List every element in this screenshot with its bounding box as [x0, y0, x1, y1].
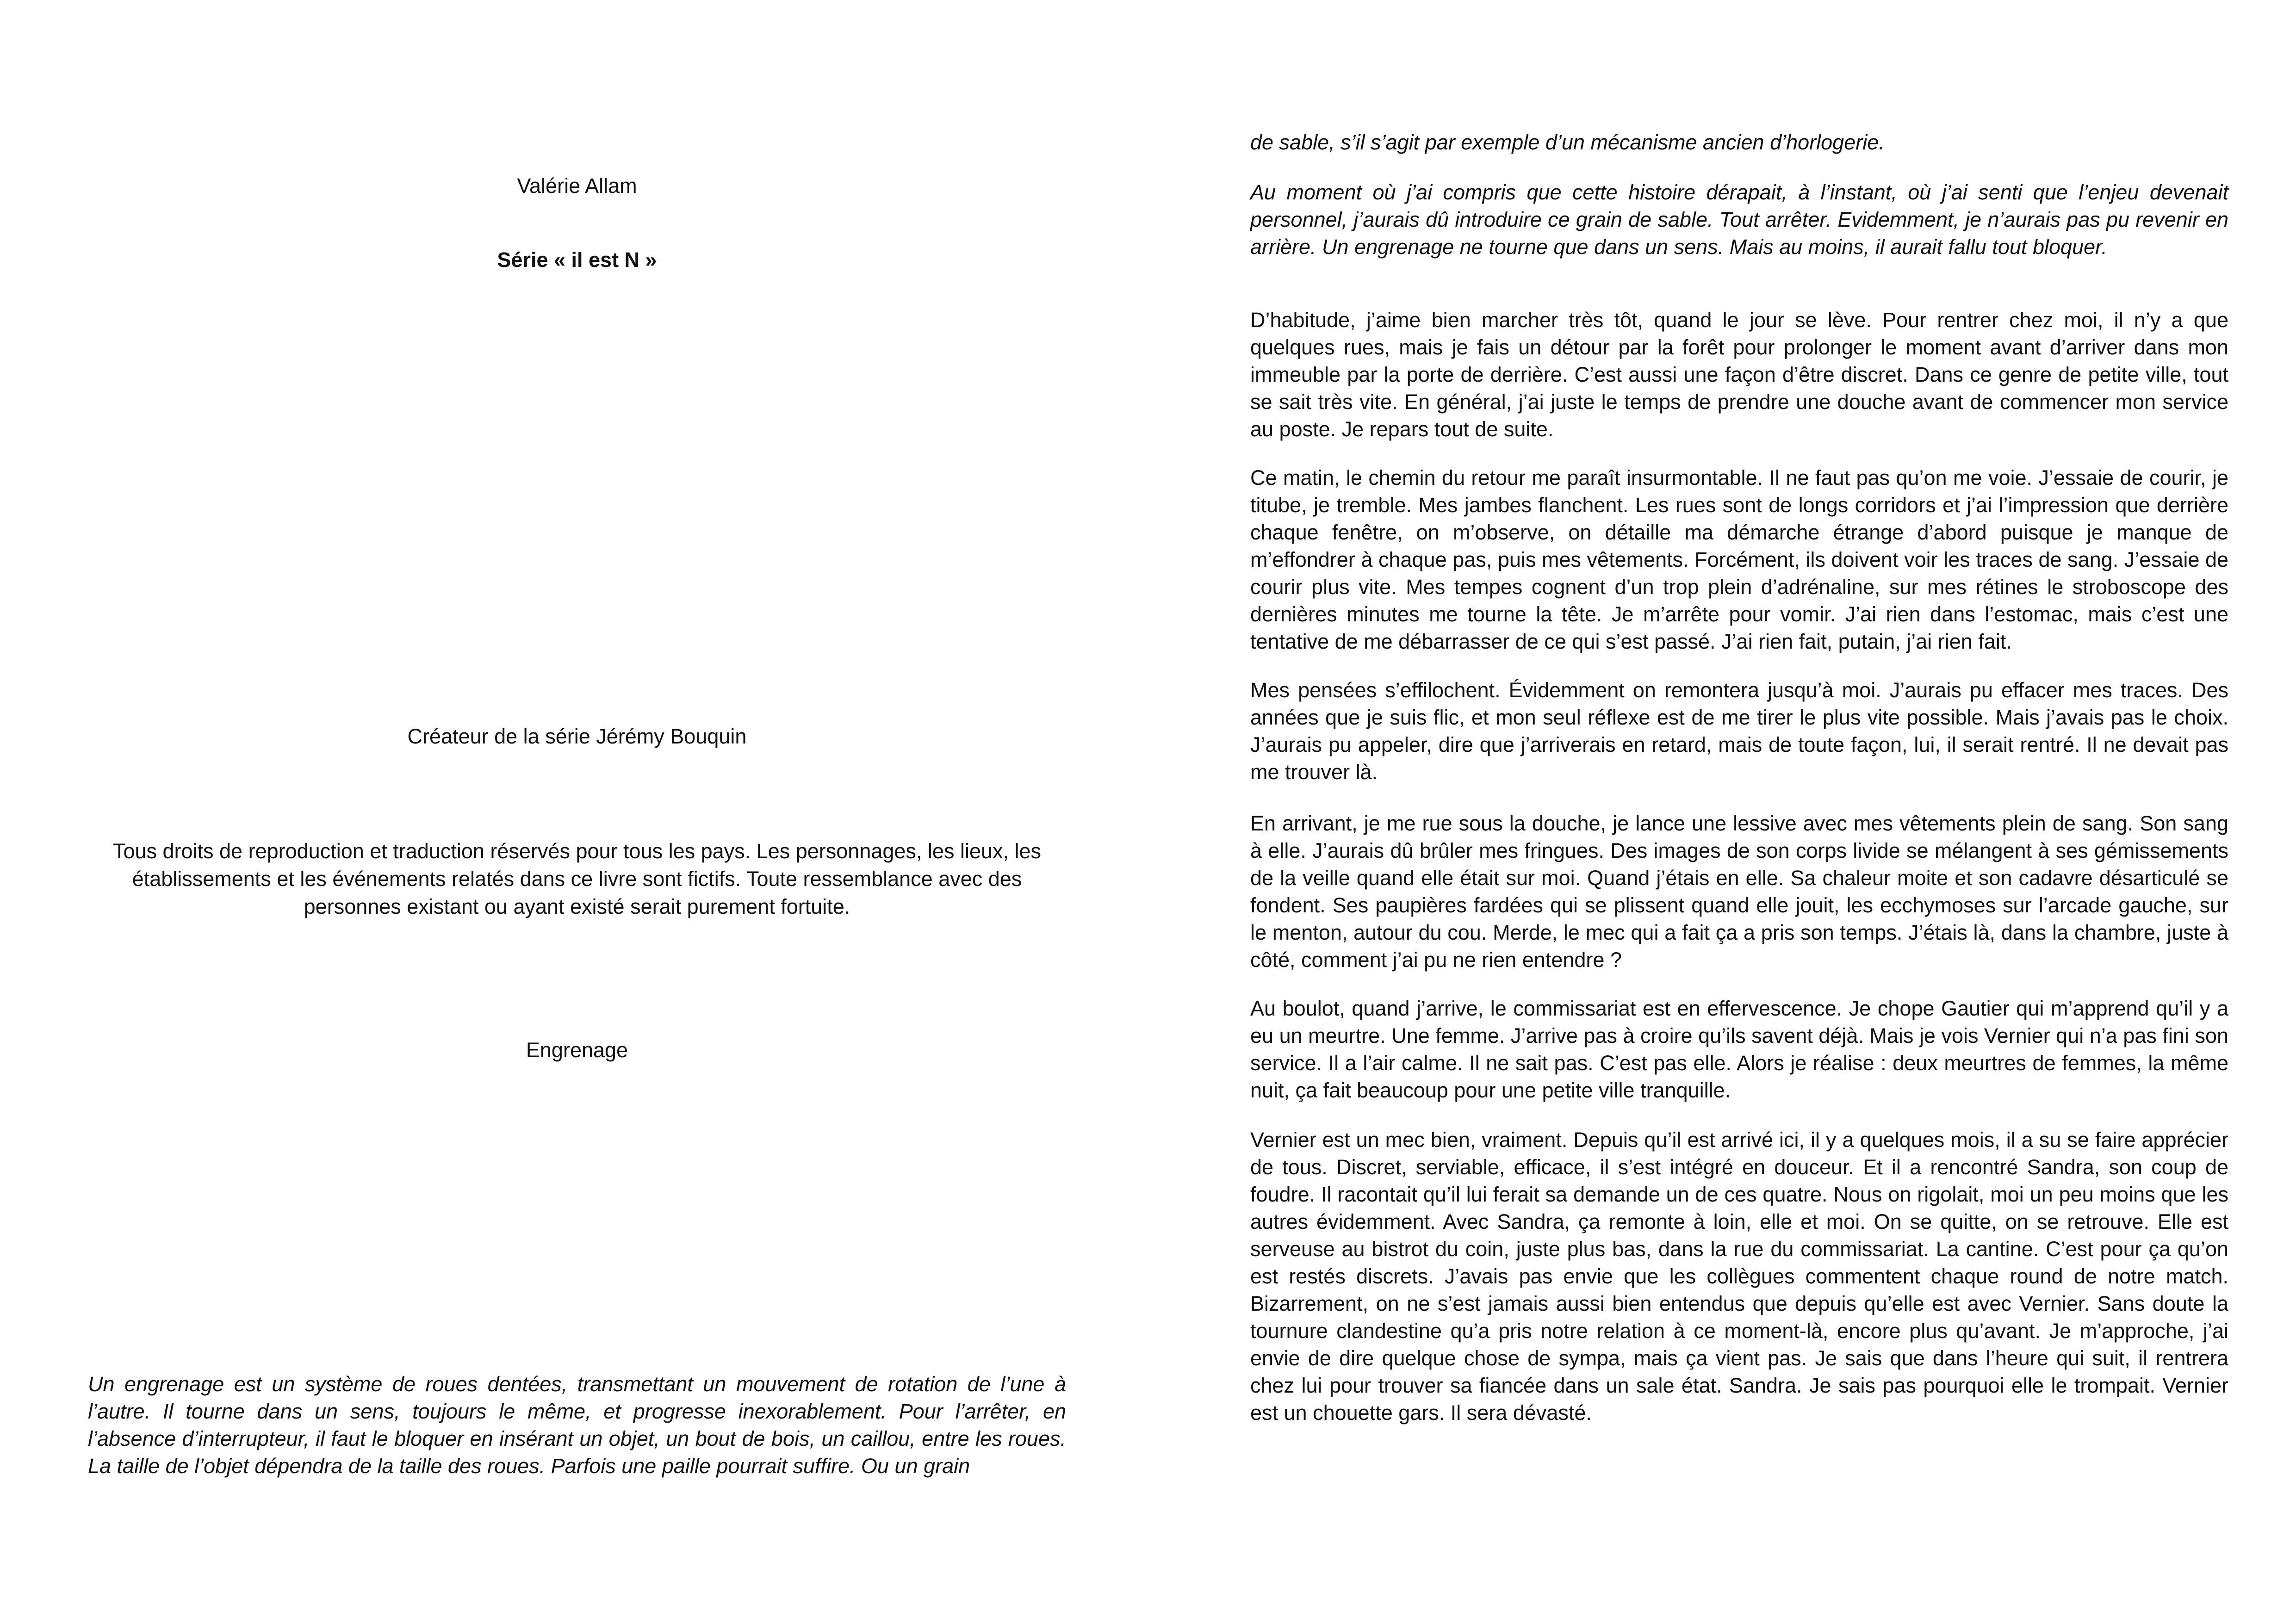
- body-paragraph: Vernier est un mec bien, vraiment. Depuis qu’il est arrivé ici, il y a quelques mois, il a su se faire apprécier de tous. Discret, serviable, efficace, il s’est intégré en douceur. Et il a rencontré Sandra, son coup de foudre. Il racontait qu’il lui ferait sa demande un de ces quatre. Nous on rigolait, moi un peu moins que les autres évidemment. Avec Sandra, ça remonte à loin, elle et moi. On se quitte, on se retrouve. Elle est serveuse au bistrot du coin, juste plus bas, dans la rue du commissariat. La cantine. C’est pour ça qu’on est restés discrets. J’avais pas envie que les collègues commentent chaque round de notre match. Bizarrement, on ne s’est jamais aussi bien entendus que depuis qu’elle est avec Vernier. Sans doute la tournure clandestine qu’a pris notre relation à ce moment-là, encore plus qu’avant. Je m’approche, j’ai envie de dire quelque chose de sympa, mais ça vient pas. Je sais que dans l’heure qui suit, il rentrera chez lui pour trouver sa fiancée dans un sale état. Sandra. Je sais pas pourquoi elle le trompait. Vernier est un chouette gars. Il sera dévasté.: [1250, 1128, 2228, 1425]
- series-creator: Créateur de la série Jérémy Bouquin: [407, 725, 747, 748]
- epigraph-continuation: de sable, s’il s’agit par exemple d’un mécanisme ancien d’horlogerie.: [1250, 130, 1885, 154]
- italic-paragraph: Au moment où j’ai compris que cette histoire dérapait, à l’instant, où j’ai senti que l’enjeu devenait personnel, j’aurais dû introduire ce grain de sable. Tout arrêter. Evidemment, je n’aurais pas pu revenir en arrière. Un engrenage ne tourne que dans un sens. Mais au moins, il aurait fallu tout bloquer.: [1250, 180, 2228, 259]
- body-paragraph: D’habitude, j’aime bien marcher très tôt, quand le jour se lève. Pour rentrer chez moi, il n’y a que quelques rues, mais je fais un détour par la forêt pour prolonger le moment avant d’arriver dans mon immeuble par la porte de derrière. C’est aussi une façon d’être discret. Dans ce genre de petite ville, tout se sait très vite. En général, j’ai juste le temps de prendre une douche avant de commencer mon service au poste. Je repars tout de suite.: [1250, 308, 2228, 441]
- body-paragraph: Ce matin, le chemin du retour me paraît insurmontable. Il ne faut pas qu’on me voie. J’essaie de courir, je titube, je tremble. Mes jambes flanchent. Les rues sont de longs corridors et j’ai l’impression que derrière chaque fenêtre, on m’observe, on détaille ma démarche étrange d’abord puisque je manque de m’effondrer à chaque pas, puis mes vêtements. Forcément, ils doivent voir les traces de sang. J’essaie de courir plus vite. Mes tempes cognent d’un trop plein d’adrénaline, sur mes rétines le stroboscope des dernières minutes me tourne la tête. Je m’arrête pour vomir. J’ai rien dans l’estomac, mais c’est une tentative de me débarrasser de ce qui s’est passé. J’ai rien fait, putain, j’ai rien fait.: [1250, 466, 2228, 653]
- body-paragraph: Au boulot, quand j’arrive, le commissariat est en effervescence. Je chope Gautier qui m’apprend qu’il y a eu un meurtre. Une femme. J’arrive pas à croire qu’ils savent déjà. Mais je vois Vernier qui n’a pas fini son service. Il a l’air calme. Il ne sait pas. C’est pas elle. Alors je réalise : deux meurtres de femmes, la même nuit, ça fait beaucoup pour une petite ville tranquille.: [1250, 997, 2228, 1102]
- chapter-title: Engrenage: [526, 1038, 628, 1062]
- series-title: Série « il est N »: [497, 248, 657, 272]
- body-paragraph: Mes pensées s’effilochent. Évidemment on remontera jusqu’à moi. J’aurais pu effacer mes traces. Des années que je suis flic, et mon seul réflexe est de me tirer le plus vite possible. Mais j’avais pas le choix. J’aurais pu appeler, dire que j’arriverais en retard, mais de toute façon, lui, il serait rentré. Il ne devait pas me trouver là.: [1250, 678, 2228, 784]
- right-page: [1148, 0, 2296, 1623]
- body-paragraph: En arrivant, je me rue sous la douche, je lance une lessive avec mes vêtements plein de sang. Son sang à elle. J’aurais dû brûler mes fringues. Des images de son corps livide se mélangent à ses gémissements de la veille quand elle était sur moi. Quand j’étais en elle. Sa chaleur moite et son cadavre désarticulé se fondent. Ses paupières fardées qui se plissent quand elle jouit, les ecchymoses sur l’arcade gauche, sur le menton, autour du cou. Merde, le mec qui a fait ça a pris son temps. J’étais là, dans la chambre, juste à côté, comment j’ai pu ne rien entendre ?: [1250, 812, 2228, 972]
- rights-notice: Tous droits de reproduction et traduction réservés pour tous les pays. Les personnages, les lieux, les établissements et les événements relatés dans ce livre sont fictifs. Toute ressemblance avec des personnes existant ou ayant existé serait purement fortuite.: [112, 839, 1042, 918]
- author-name: Valérie Allam: [517, 174, 637, 198]
- epigraph-paragraph: Un engrenage est un système de roues dentées, transmettant un mouvement de rotation de l’une à l’autre. Il tourne dans un sens, toujours le même, et progresse inexorablement. Pour l’arrêter, en l’absence d’interrupteur, il faut le bloquer en insérant un objet, un bout de bois, un caillou, entre les roues. La taille de l’objet dépendra de la taille des roues. Parfois une paille pourrait suffire. Ou un grain: [88, 1372, 1066, 1478]
